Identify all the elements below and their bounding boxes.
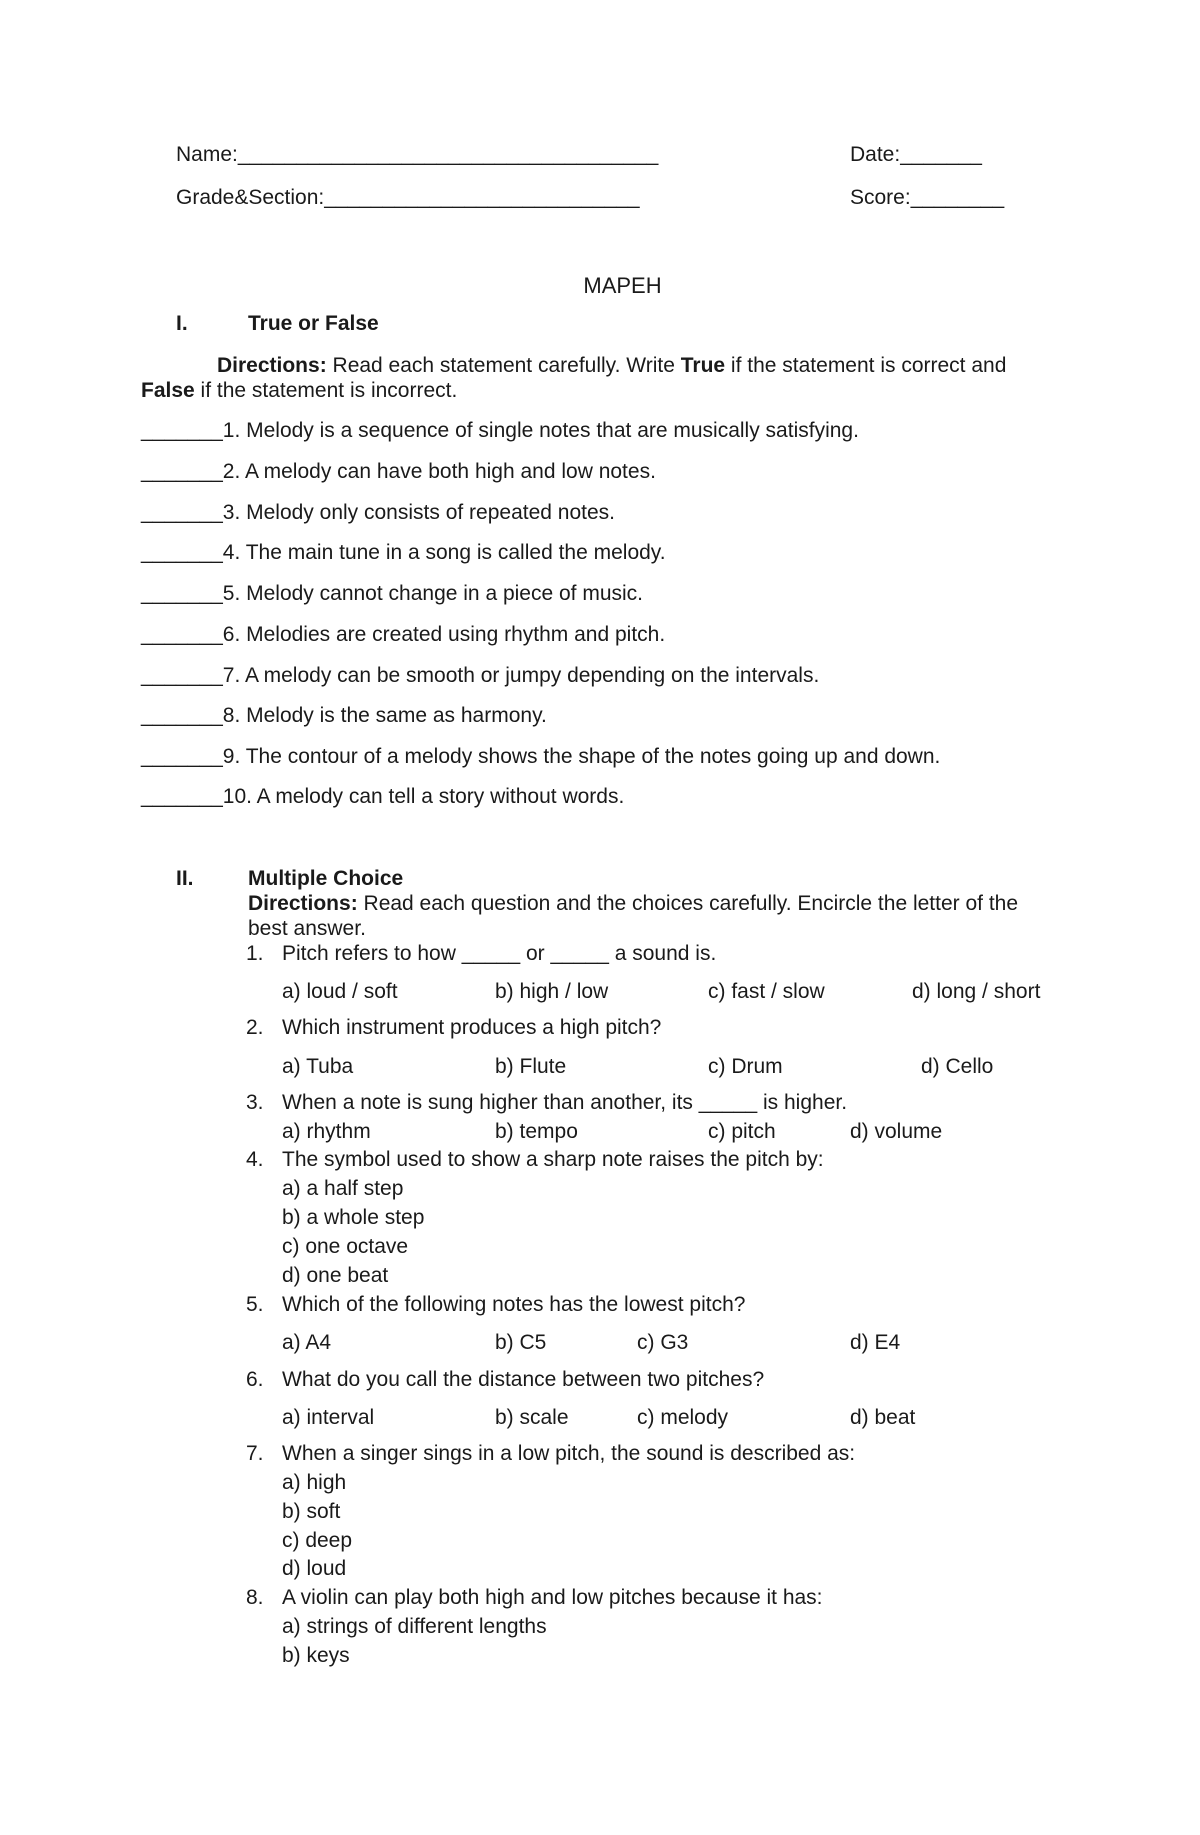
list-item [141,664,819,688]
list-item [141,419,859,443]
answer-blank[interactable]: _______ [141,501,223,524]
statement: 10. A melody can tell a story without words. [222,785,625,808]
option-d[interactable]: d) long / short [912,980,1041,1003]
answer-blank[interactable]: _______ [141,623,223,646]
answer-blank[interactable]: _______ [141,704,223,727]
directions-text-a: Read each statement carefully. Write [326,354,681,377]
question-text: Pitch refers to how _____ or _____ a sound is. [282,942,717,965]
list-item [141,582,643,606]
directions-label: Directions: [248,892,358,915]
option-a[interactable]: a) interval [282,1406,375,1429]
date-line[interactable]: _______ [900,143,982,166]
list-item [141,623,665,647]
option-c[interactable]: c) melody [637,1406,729,1429]
statement: 6. Melodies are created using rhythm and pitch. [222,623,666,646]
list-item [141,501,615,525]
option-b[interactable]: b) a whole step [282,1206,425,1229]
option-b[interactable]: b) C5 [495,1331,547,1354]
date-field[interactable] [850,143,982,167]
question-text: When a singer sings in a low pitch, the sound is described as: [282,1442,856,1465]
option-a[interactable]: a) A4 [282,1331,332,1354]
name-label: Name: [176,143,238,166]
part1-directions-line1 [217,354,1006,378]
part2-directions-line1 [248,892,1018,916]
question-text: What do you call the distance between two pitches? [282,1368,765,1391]
date-label: Date: [850,143,901,166]
option-b[interactable]: b) high / low [495,980,609,1003]
question-number: 1. [246,942,264,965]
option-b[interactable]: b) tempo [495,1120,578,1143]
answer-blank[interactable]: _______ [141,460,223,483]
part1-numeral: I. [176,312,188,335]
statement: 7. A melody can be smooth or jumpy depending on the intervals. [222,664,820,687]
question-number: 5. [246,1293,264,1316]
option-c[interactable]: c) deep [282,1529,353,1552]
question-number: 8. [246,1586,264,1609]
score-field[interactable] [850,186,1004,210]
statement: 8. Melody is the same as harmony. [222,704,547,727]
part2-directions-line2: best answer. [248,917,366,940]
question-number: 6. [246,1368,264,1391]
part2-heading: Multiple Choice [248,867,404,890]
directions-text-b: if the statement is correct and [725,354,1007,377]
answer-blank[interactable]: _______ [141,582,223,605]
question-text: The symbol used to show a sharp note raises the pitch by: [282,1148,824,1171]
statement: 2. A melody can have both high and low notes. [222,460,656,483]
part1-heading: True or False [248,312,379,335]
option-d[interactable]: d) beat [850,1406,916,1429]
part2-numeral: II. [176,867,194,890]
statement: 4. The main tune in a song is called the melody. [222,541,666,564]
answer-blank[interactable]: _______ [141,785,223,808]
option-a[interactable]: a) high [282,1471,347,1494]
statement: 3. Melody only consists of repeated notes. [222,501,615,524]
list-item [141,785,624,809]
question-number: 2. [246,1016,264,1039]
list-item [141,541,666,565]
part1-directions-line2 [141,379,457,403]
option-b[interactable]: b) scale [495,1406,569,1429]
statement: 1. Melody is a sequence of single notes that are musically satisfying. [222,419,859,442]
grade-section-label: Grade&Section: [176,186,325,209]
option-b[interactable]: b) Flute [495,1055,567,1078]
question-text: A violin can play both high and low pitches because it has: [282,1586,823,1609]
statement: 5. Melody cannot change in a piece of music. [222,582,644,605]
score-label: Score: [850,186,911,209]
question-text: Which of the following notes has the lowest pitch? [282,1293,746,1316]
statement: 9. The contour of a melody shows the shape of the notes going up and down. [222,745,941,768]
option-b[interactable]: b) keys [282,1644,350,1667]
option-a[interactable]: a) Tuba [282,1055,354,1078]
name-field[interactable] [176,143,658,167]
option-b[interactable]: b) soft [282,1500,341,1523]
grade-section-field[interactable] [176,186,640,210]
answer-blank[interactable]: _______ [141,745,223,768]
option-a[interactable]: a) rhythm [282,1120,371,1143]
list-item [141,460,656,484]
name-line[interactable]: ____________________________________ [237,143,659,166]
option-c[interactable]: c) G3 [637,1331,689,1354]
question-number: 3. [246,1091,264,1114]
page-title: MAPEH [583,273,662,298]
directions-label: Directions: [217,354,327,377]
grade-section-line[interactable]: ___________________________ [324,186,640,209]
list-item [141,704,547,728]
question-text: When a note is sung higher than another, its _____ is higher. [282,1091,848,1114]
option-a[interactable]: a) strings of different lengths [282,1615,547,1638]
true-word: True [680,354,726,377]
directions-text: Read each question and the choices carefully. Encircle the letter of the [357,892,1019,915]
option-d[interactable]: d) volume [850,1120,943,1143]
option-c[interactable]: c) fast / slow [708,980,825,1003]
question-number: 4. [246,1148,264,1171]
list-item [141,745,940,769]
question-text: Which instrument produces a high pitch? [282,1016,662,1039]
score-line[interactable]: ________ [910,186,1005,209]
option-d[interactable]: d) loud [282,1557,347,1580]
directions-text-c: if the statement is incorrect. [194,379,458,402]
false-word: False [141,379,195,402]
option-d[interactable]: d) Cello [921,1055,994,1078]
option-a[interactable]: a) loud / soft [282,980,398,1003]
answer-blank[interactable]: _______ [141,541,223,564]
option-a[interactable]: a) a half step [282,1177,404,1200]
option-c[interactable]: c) one octave [282,1235,409,1258]
question-number: 7. [246,1442,264,1465]
answer-blank[interactable]: _______ [141,419,223,442]
option-c[interactable]: c) Drum [708,1055,783,1078]
answer-blank[interactable]: _______ [141,664,223,687]
option-d[interactable]: d) E4 [850,1331,901,1354]
option-d[interactable]: d) one beat [282,1264,389,1287]
option-c[interactable]: c) pitch [708,1120,776,1143]
